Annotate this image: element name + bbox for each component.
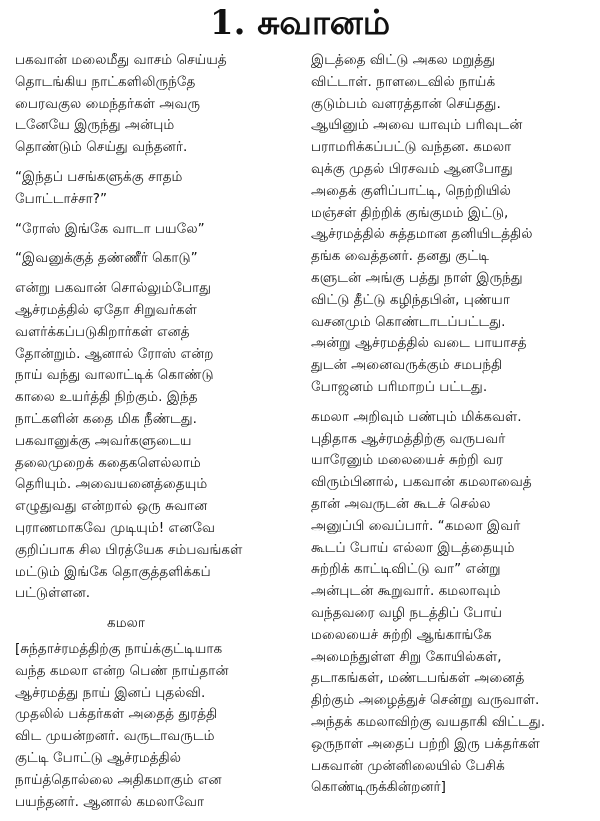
text-line: [சுந்தாச்ரமத்திற்கு நாய்க்குட்டியாக [15, 640, 223, 657]
text-line: தலைமுறைக் கதைகளெல்லாம் [15, 454, 201, 471]
text-line: கூடப் போய் எல்லா இடத்தையும் [311, 539, 515, 556]
text-line: அந்தக் கமலாவிற்கு வயதாகி விட்டது. [311, 713, 546, 730]
text-line: அதைக் குளிப்பாட்டி, நெற்றியில் [311, 182, 511, 199]
text-line: நாட்களின் கதை மிக நீண்டது. [15, 410, 197, 427]
text-line: துடன் அனைவருக்கும் சமபந்தி [311, 357, 503, 374]
text-line: தங்க வைத்தனர். தனது குட்டி [311, 248, 490, 265]
text-line: முதலில் பக்தர்கள் அதைத் துரத்தி [15, 706, 218, 723]
text-line: புராணமாகவே முடியும்! எனவே [15, 519, 215, 536]
text-line: இடத்தை விட்டு அகல மறுத்து [311, 52, 496, 68]
text-line: புதிதாக ஆச்ரமத்திற்கு வருபவர் [311, 430, 506, 447]
text-line: மஞ்சள் திற்றிக் குங்குமம் இட்டு, [311, 204, 509, 221]
text-line: மலையைச் சுற்றி ஆங்காங்கே [311, 626, 492, 643]
text-line: பகவான் மலைமீது வாசம் செய்யத் [15, 52, 227, 68]
text-line: வந்தவரை வழி நடத்திப் போய் [311, 604, 503, 621]
text-line: “ரோஸ் இங்கே வாடா பயலே” [15, 220, 205, 237]
text-line: அன்று ஆச்ரமத்தில் வடை பாயாசத் [311, 335, 527, 352]
section-heading: கமலா [107, 615, 146, 632]
text-line: விட்டு தீட்டு கழிந்தபின், புண்யா [311, 291, 510, 308]
text-line: பயந்தனர். ஆனால் கமலாவோ [15, 793, 205, 810]
text-line: குறிப்பாக சில பிரத்யேக சம்பவங்கள் [15, 541, 243, 558]
text-line: வளர்க்கப்படுகிறார்கள் எனத் [15, 323, 190, 340]
text-line: ஆச்ரமத்தில் ஏதோ சிறுவர்கள் [15, 301, 197, 318]
text-line: பைரவகுல மைந்தர்கள் அவரு [15, 95, 201, 112]
paragraph [15, 278, 291, 605]
text-line: “இந்தப் பசங்களுக்கு சாதம் [15, 168, 183, 185]
text-line: விட்டாள். நாளடைவில் நாய்க் [311, 73, 496, 90]
text-line: தொடங்கிய நாட்களிலிருந்தே [15, 73, 196, 90]
text-line: தோன்றும். ஆனால் ரோஸ் என்ற [15, 345, 214, 362]
text-line: வுக்கு முதல் பிரசவம் ஆனபோது [311, 160, 513, 177]
quote [15, 167, 291, 211]
text-line: அனுப்பி வைப்பார். “கமலா இவர் [311, 517, 521, 534]
text-line: பராமரிக்கப்பட்டு வந்தன. கமலா [311, 139, 512, 156]
text-line: மட்டும் இங்கே தொகுத்தளிக்கப் [15, 563, 211, 580]
text-line: பகவான் முன்னிலையில் பேசிக் [311, 757, 505, 774]
text-line: கொண்டிருக்கின்றனர்] [311, 779, 446, 796]
text-line: என்று பகவான் சொல்லும்போது [15, 280, 211, 297]
text-line: யாரேனும் மலையைச் சுற்றி வர [311, 452, 504, 469]
text-line: களுடன் அங்கு பத்து நாள் இருந்து [311, 269, 523, 286]
text-line: விரும்பினால், பகவான் கமலாவைத் [311, 474, 532, 491]
text-line: போட்டாச்சா?” [15, 190, 108, 207]
text-line: நாய் வந்து வாலாட்டிக் கொண்டு [15, 367, 214, 384]
paragraph [15, 639, 291, 813]
text-line: தான் அவருடன் கூடச் செல்ல [311, 495, 491, 512]
paragraph [311, 407, 587, 799]
paragraph [15, 50, 291, 159]
text-line: வசனமும் கொண்டாடப்பட்டது. [311, 313, 506, 330]
text-line: விட முயன்றனர். வருடாவருடம் [15, 728, 215, 745]
quote [15, 219, 291, 241]
text-line: ஆச்ரமத்தில் சுத்தமான தனியிடத்தில் [311, 226, 533, 243]
text-line: போஜனம் பரிமாறப் பட்டது. [311, 378, 488, 395]
text-line: எழுதுவது என்றால் ஒரு சுவான [15, 498, 208, 515]
text-line: குடும்பம் வளரத்தான் செய்தது. [311, 95, 501, 112]
text-line: தெரியும். அவையனைத்தையும் [15, 476, 208, 493]
left-column [15, 50, 291, 821]
text-line: அமைந்துள்ள சிறு கோயில்கள், [311, 648, 502, 665]
text-line: காலை உயர்த்தி நிற்கும். இந்த [15, 389, 198, 406]
text-line: ஒருநாள் அதைப் பற்றி இரு பக்தர்கள் [311, 735, 540, 752]
text-line: நாய்த்தொல்லை அதிகமாகும் என [15, 771, 222, 788]
text-line: டனேயே இருந்து அன்பும் [15, 117, 175, 134]
text-line: வந்த கமலா என்ற பெண் நாய்தான் [15, 662, 229, 679]
text-line: ஆச்ரமத்து நாய் இனப் புதல்வி. [15, 684, 206, 701]
text-line: திற்கும் அழைத்துச் சென்று வருவாள். [311, 692, 540, 709]
paragraph [311, 50, 587, 399]
text-line: சுற்றிக் காட்டிவிட்டு வா” என்று [311, 561, 501, 578]
page-title: 1. சுவானம் [209, 3, 391, 43]
text-line: அன்புடன் கூறுவார். கமலாவும் [311, 583, 501, 600]
text-line: பகவானுக்கு அவர்களுடைய [15, 432, 192, 449]
right-column [311, 50, 587, 807]
text-line: கமலா அறிவும் பண்பும் மிக்கவள். [311, 408, 522, 425]
text-line: ஆயினும் அவை யாவும் பரிவுடன் [311, 117, 523, 134]
text-line: பட்டுள்ளன. [15, 585, 91, 602]
text-line: தொண்டும் செய்து வந்தனர். [15, 139, 188, 156]
text-line: தடாகங்கள், மண்டபங்கள் அனைத் [311, 670, 525, 687]
text-line: “இவனுக்குத் தண்ணீர் கொடு” [15, 250, 198, 267]
quote [15, 248, 291, 270]
text-line: குட்டி போட்டு ஆச்ரமத்தில் [15, 749, 182, 766]
